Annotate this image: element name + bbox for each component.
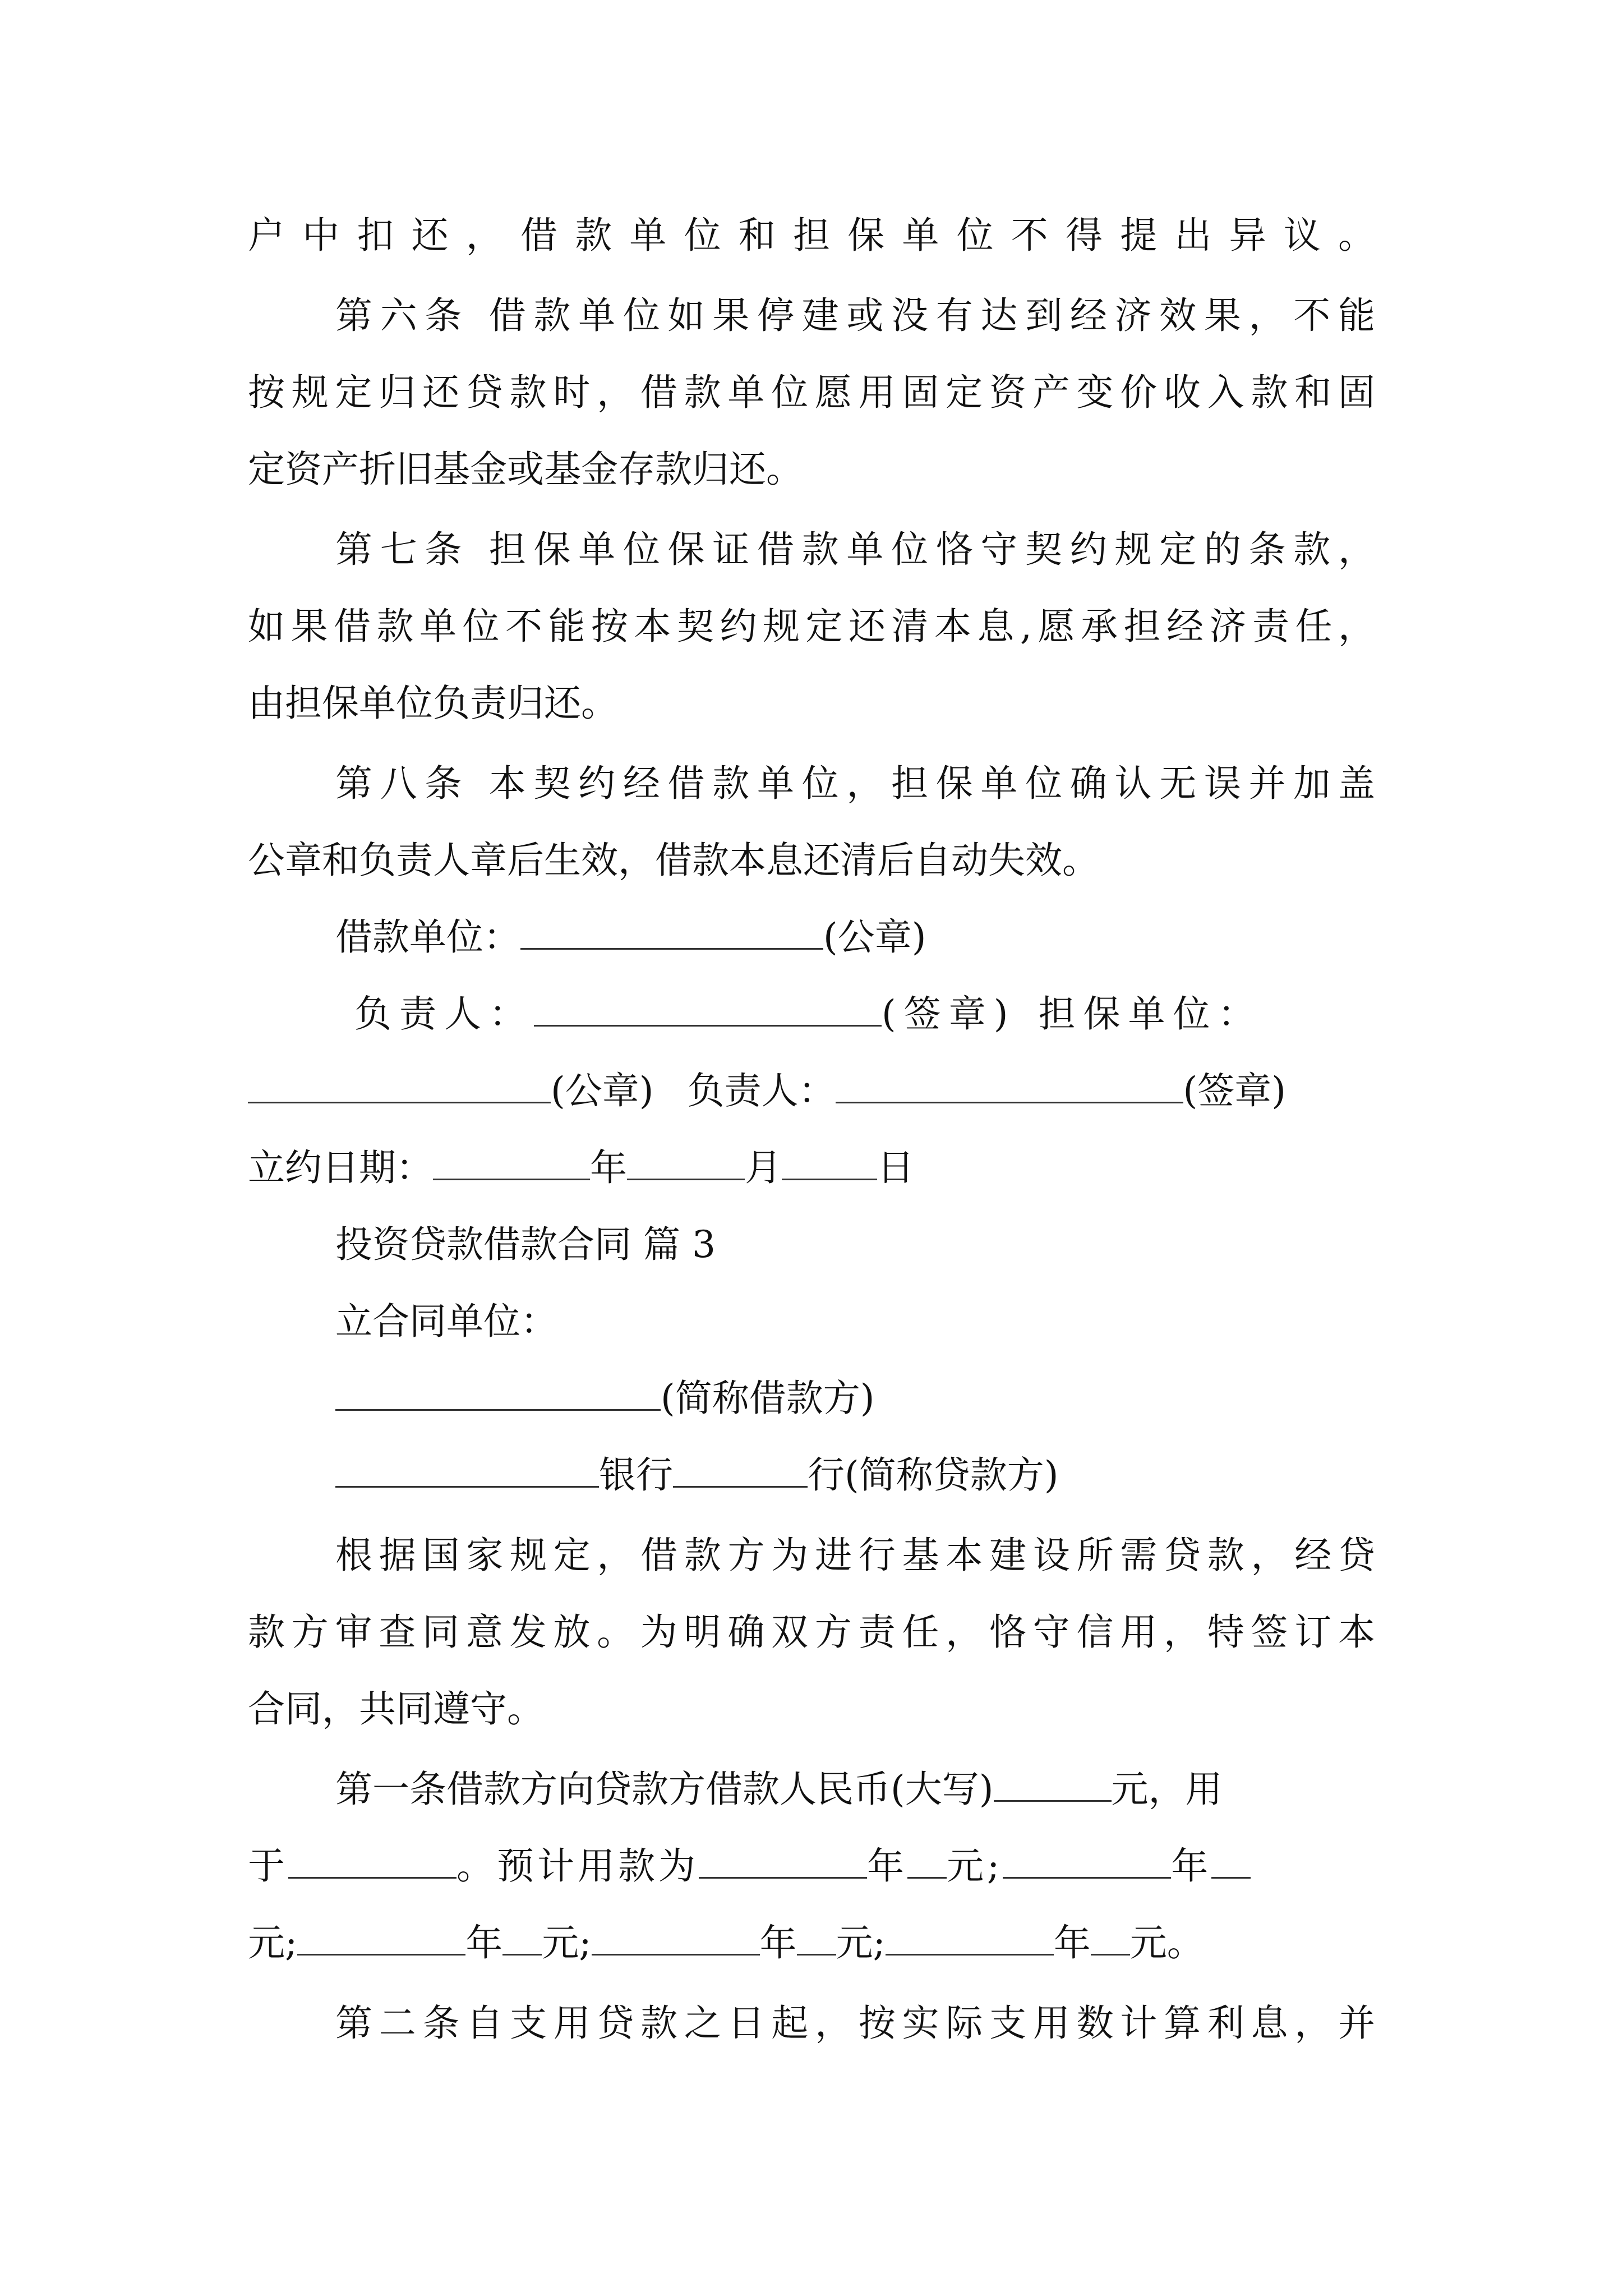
paragraph-line: 根据国家规定，借款方为进行基本建设所需贷款，经贷 — [335, 1534, 1375, 1577]
year-blank[interactable] — [433, 1139, 590, 1180]
plan-amount-blank[interactable] — [1091, 1915, 1130, 1955]
lender-abbr: 行(简称贷款方) — [808, 1453, 1059, 1497]
article-7-line: 第七条 担保单位保证借款单位恪守契约规定的条款， — [335, 528, 1375, 571]
yuan-label: 元; — [836, 1921, 886, 1964]
seal-label: (公章) — [551, 1069, 654, 1112]
branch-blank[interactable] — [673, 1447, 808, 1488]
contract-heading: 投资贷款借款合同 篇 3 — [335, 1223, 716, 1266]
yuan-label: 元，用 — [1111, 1768, 1223, 1811]
date-label: 立约日期： — [248, 1146, 433, 1189]
article-6-line: 第六条 借款单位如果停建或没有达到经济效果，不能 — [335, 294, 1375, 337]
plan-year-blank[interactable] — [297, 1915, 465, 1955]
paragraph-line: 如果借款单位不能按本契约规定还清本息,愿承担经济责任， — [248, 605, 1375, 648]
year-label: 年 — [1053, 1921, 1091, 1964]
guarantor-sign-line — [248, 1057, 1375, 1125]
responsible-label: 负责人： — [687, 1069, 836, 1112]
year-label: 年 — [1171, 1844, 1212, 1888]
plan-year-blank[interactable] — [886, 1915, 1054, 1955]
day-blank[interactable] — [782, 1139, 877, 1180]
plan-amount-blank[interactable] — [797, 1915, 836, 1955]
article-1-text: 第一条借款方向贷款方借款人民币(大写) — [335, 1768, 994, 1811]
yuan-label: 元; — [947, 1844, 1003, 1888]
plan-amount-blank[interactable] — [1211, 1838, 1251, 1879]
plan-amount-blank[interactable] — [502, 1915, 542, 1955]
yuan-label: 元。 — [1129, 1921, 1204, 1964]
month-label: 月 — [745, 1146, 782, 1189]
paragraph-line: 定资产折旧基金或基金存款归还。 — [248, 448, 803, 491]
usage-plan-line — [248, 1910, 1375, 1977]
paragraph-line: 公章和负责人章后生效，借款本息还清后自动失效。 — [248, 839, 1099, 882]
plan-year-blank[interactable] — [699, 1838, 867, 1879]
usage-plan-line — [248, 1833, 1375, 1900]
borrower-abbr: (简称借款方) — [661, 1377, 875, 1420]
responsible-blank[interactable] — [534, 986, 882, 1027]
plan-label: 。预计用款为 — [457, 1844, 699, 1888]
guarantor-label: 担保单位： — [1038, 992, 1263, 1036]
paragraph-line: 按规定归还贷款时，借款单位愿用固定资产变价收入款和固 — [248, 371, 1375, 414]
responsible-label: 负责人： — [354, 992, 534, 1036]
amount-blank[interactable] — [994, 1761, 1112, 1802]
article-2-line: 第二条自支用贷款之日起，按实际支用数计算利息，并 — [335, 2001, 1375, 2045]
year-label: 年 — [590, 1146, 627, 1189]
article-1-line — [335, 1756, 1375, 1823]
borrower-name-blank[interactable] — [335, 1370, 661, 1411]
paragraph-line: 合同，共同遵守。 — [248, 1687, 544, 1731]
borrower-blank[interactable] — [520, 909, 823, 950]
borrower-party-line — [335, 1365, 1375, 1432]
article-8-line: 第八条 本契约经借款单位，担保单位确认无误并加盖 — [335, 762, 1375, 805]
year-label: 年 — [867, 1844, 907, 1888]
bank-label: 银行 — [599, 1453, 673, 1497]
responsible-blank[interactable] — [836, 1062, 1183, 1103]
plan-year-blank[interactable] — [592, 1915, 760, 1955]
paragraph-line: 户中扣还，借款单位和担保单位不得提出异议。 — [248, 214, 1375, 257]
paragraph-line: 款方审查同意发放。为明确双方责任，恪守信用，特签订本 — [248, 1611, 1375, 1654]
plan-year-blank[interactable] — [1003, 1838, 1171, 1879]
borrower-sign-line — [335, 904, 1375, 971]
paragraph-line: 由担保单位负责归还。 — [248, 682, 618, 725]
month-blank[interactable] — [627, 1139, 745, 1180]
year-label: 年 — [759, 1921, 797, 1964]
purpose-blank[interactable] — [288, 1838, 457, 1879]
seal-label: (签章) — [1183, 1069, 1286, 1112]
yuan-label: 元; — [542, 1921, 592, 1964]
usage-label: 于 — [248, 1844, 288, 1888]
guarantor-blank[interactable] — [248, 1062, 551, 1103]
seal-label: (公章) — [823, 915, 926, 959]
responsible-guarantor-line — [354, 981, 1375, 1048]
lender-party-line — [335, 1442, 1375, 1509]
year-label: 年 — [465, 1921, 503, 1964]
seal-label: (签章) — [882, 992, 1016, 1036]
plan-amount-blank[interactable] — [907, 1838, 947, 1879]
yuan-label: 元; — [248, 1921, 298, 1964]
date-line — [248, 1134, 1375, 1202]
borrower-label: 借款单位： — [335, 915, 520, 959]
day-label: 日 — [877, 1146, 914, 1189]
parties-label: 立合同单位： — [335, 1300, 557, 1343]
bank-name-blank[interactable] — [335, 1447, 599, 1488]
